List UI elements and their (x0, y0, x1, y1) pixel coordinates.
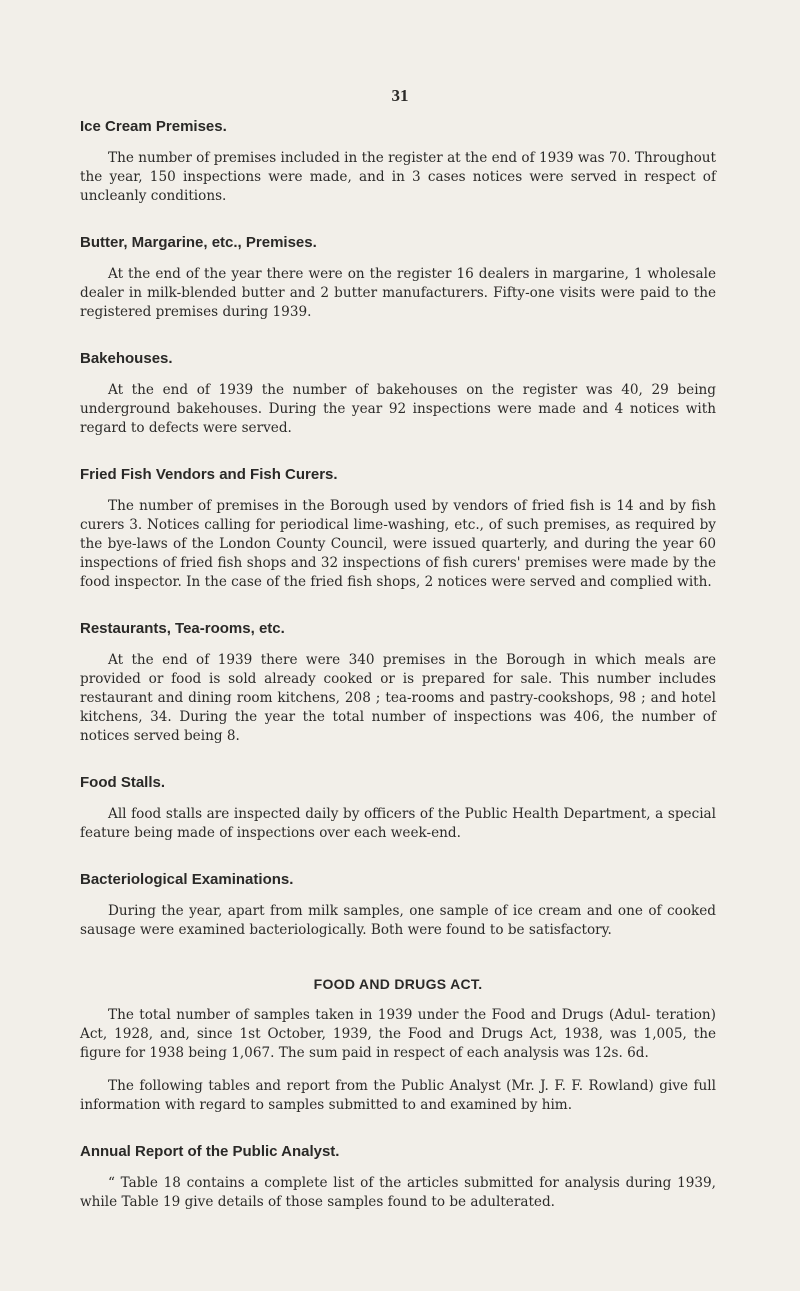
section-ice-cream (80, 118, 716, 206)
section-paragraph: All food stalls are inspected daily by officers of the Public Health Department, a special feature being made of inspections over each week-end. (80, 806, 716, 841)
food-drugs-title: FOOD AND DRUGS ACT. (313, 976, 483, 992)
section-paragraph: During the year, apart from milk samples, one sample of ice cream and one of cooked sausage were examined bacteriologically. Both were found to be satisfactory. (80, 903, 716, 938)
section-paragraph: At the end of 1939 there were 340 premises in the Borough in which meals are provided or food is sold already cooked or is prepared for sale. This number includes restaurant and dining room kitchens, 208 ; tea-rooms and pastry-cookshops, 98 ; and hotel kitchens, 34. During the year the total number of inspections was 406, the number of notices served being 8. (80, 652, 716, 744)
section-heading: Food Stalls. (80, 774, 166, 791)
section-butter-margarine (80, 234, 716, 322)
section-food-stalls (80, 774, 716, 843)
section-paragraph: “ Table 18 contains a complete list of the articles submitted for analysis during 1939, while Table 19 give details of those samples found to be adulterated. (80, 1175, 716, 1210)
section-paragraph: The total number of samples taken in 1939 under the Food and Drugs (Adul- teration) Act, 1928, and, since 1st October, 1939, the Food and Drugs Act, 1938, was 1,005, the figure for 1938 being 1,067. The sum paid in respect of each analysis was 12s. 6d. (80, 1007, 716, 1061)
section-heading: Annual Report of the Public Analyst. (80, 1143, 340, 1160)
section-heading: Bakehouses. (80, 350, 173, 367)
section-restaurants (80, 620, 716, 746)
section-heading: Butter, Margarine, etc., Premises. (80, 234, 317, 251)
section-food-drugs-act (80, 976, 716, 1115)
page-number: 31 (391, 86, 409, 105)
section-annual-report (80, 1143, 716, 1212)
section-paragraph: At the end of the year there were on the register 16 dealers in margarine, 1 wholesale dealer in milk-blended butter and 2 butter manufacturers. Fifty-one visits were paid to the registered premises during 1939. (80, 266, 716, 320)
section-bacteriological (80, 871, 716, 940)
section-heading: Bacteriological Examinations. (80, 871, 294, 888)
section-fried-fish (80, 466, 716, 592)
section-paragraph: The following tables and report from the Public Analyst (Mr. J. F. F. Rowland) give full information with regard to samples submitted to and examined by him. (80, 1078, 716, 1113)
page-content (80, 118, 716, 1240)
section-paragraph: At the end of 1939 the number of bakehouses on the register was 40, 29 being underground bakehouses. During the year 92 inspections were made and 4 notices with regard to defects were served. (80, 382, 716, 436)
section-heading: Fried Fish Vendors and Fish Curers. (80, 466, 338, 483)
section-paragraph: The number of premises in the Borough used by vendors of fried fish is 14 and by fish curers 3. Notices calling for periodical lime-washing, etc., of such premises, as required by the bye-laws of the London County Council, were issued quarterly, and during the year 60 inspections of fried fish shops and 32 inspections of fish curers' premises were made by the food inspector. In the case of the fried fish shops, 2 notices were served and complied with. (80, 498, 716, 590)
section-heading: Restaurants, Tea-rooms, etc. (80, 620, 285, 637)
section-paragraph: The number of premises included in the register at the end of 1939 was 70. Throughout the year, 150 inspections were made, and in 3 cases notices were served in respect of uncleanly conditions. (80, 150, 716, 204)
section-heading: Ice Cream Premises. (80, 118, 227, 135)
section-bakehouses (80, 350, 716, 438)
